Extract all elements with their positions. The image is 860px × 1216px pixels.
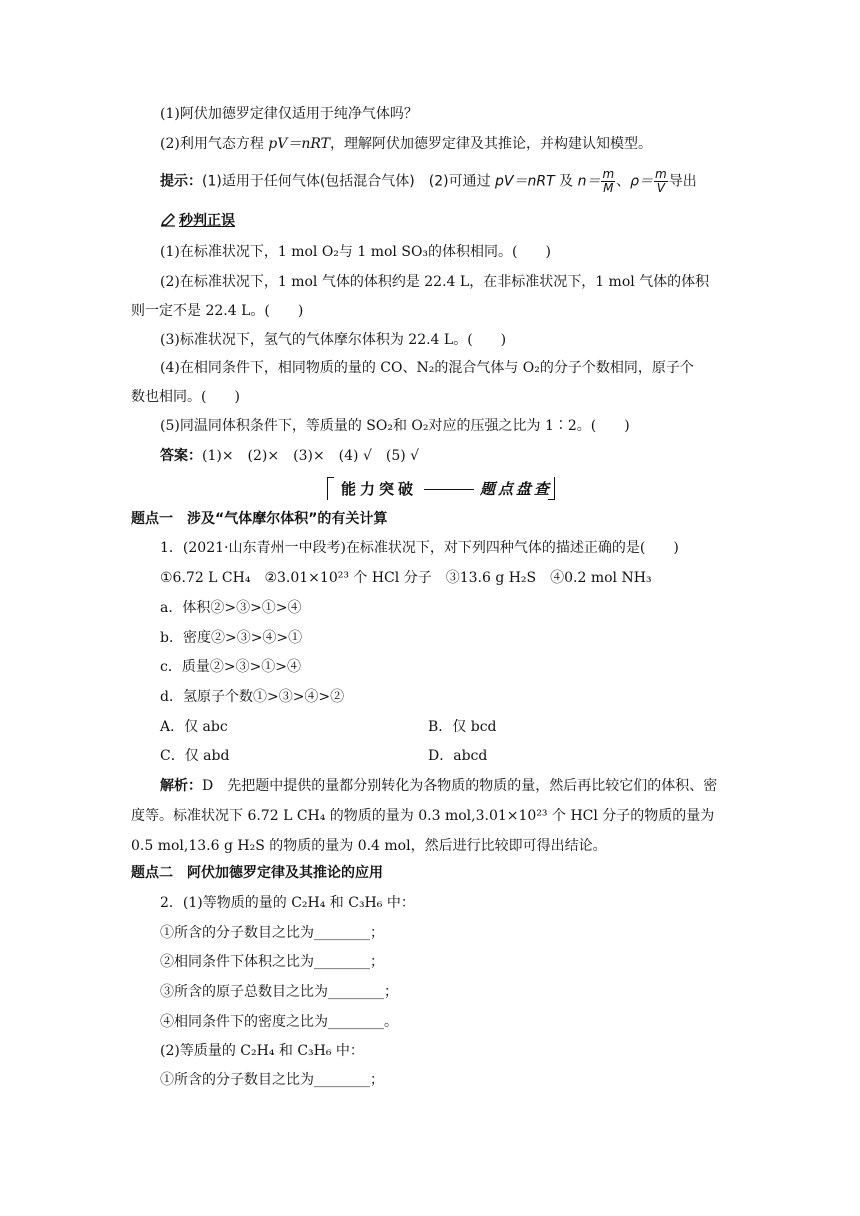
blank-3: ③所含的原子总数目之比为________； — [160, 984, 398, 1000]
analysis-text: D 先把题中提供的量都分别转化为各物质的物质的量，然后再比较它们的体积、密度等。标准状况下 6.72 L CH₄ 的物质的量为 0.3 mol,3.01×10²³ 个 HCl 分子的物质的量为 0.5 mol,13.6 g H₂S 的物质的量为 0.4 mol，然后进行比较即可得出结论。 — [131, 778, 718, 854]
question-2 — [160, 133, 652, 155]
ideal-gas-formula: pV＝nRT — [268, 136, 331, 152]
analysis-label: 解析： — [160, 778, 202, 794]
blank-2: ②相同条件下体积之比为________； — [160, 954, 384, 970]
question-2-part-1: 2．(1)等物质的量的 C₂H₄ 和 C₃H₆ 中： — [160, 895, 415, 911]
gas-items: ①6.72 L CH₄ ②3.01×10²³ 个 HCl 分子 ③13.6 g H₂S ④0.2 mol NH₃ — [160, 570, 652, 586]
question-source: (2021·山东青州一中段考) — [182, 540, 346, 556]
banner-subtitle: 题点盘查 — [480, 480, 553, 498]
hint-n-eq: n＝ — [577, 173, 601, 190]
answer-label: 答案： — [160, 448, 202, 464]
judge-3: (3)标准状况下，氢气的气体摩尔体积为 22.4 L。( ) — [160, 332, 507, 348]
option-c: C．仅 abd — [160, 748, 230, 764]
hint-line — [160, 168, 697, 195]
option-a: A．仅 abc — [160, 719, 228, 735]
fraction-m-over-M — [601, 168, 615, 195]
hint-separator: 、 — [616, 173, 631, 190]
option-b: B．仅 bcd — [428, 719, 497, 735]
question-2-prefix: (2)利用气态方程 — [160, 136, 269, 152]
hint-text: (1)适用于任何气体(包括混合气体) (2)可通过 — [202, 173, 496, 190]
fraction-numerator: m — [655, 167, 667, 181]
hint-formula: pV＝nRT — [495, 173, 555, 190]
section-heading-text: 秒判正误 — [179, 213, 235, 229]
hint-label: 提示： — [160, 173, 202, 190]
blank-5: ①所含的分子数目之比为________； — [160, 1072, 384, 1088]
hint-tail: 导出 — [668, 173, 697, 190]
judge-2a: (2)在标准状况下，1 mol 气体的体积约是 22.4 L，在非标准状况下，1 mol 气体的体积 — [160, 274, 710, 290]
question-number: 1． — [160, 540, 183, 556]
banner-bracket-right — [548, 477, 555, 500]
statement-a: a．体积②>③>①>④ — [160, 600, 302, 616]
blank-4: ④相同条件下的密度之比为________。 — [160, 1014, 398, 1030]
banner-title: 能力突破 — [341, 480, 418, 498]
judge-5: (5)同温同体积条件下，等质量的 SO₂和 O₂对应的压强之比为 1∶2。( ) — [160, 418, 630, 434]
question-2-suffix: ，理解阿伏加德罗定律及其推论，并构建认知模型。 — [330, 136, 653, 152]
answer-text: (1)× (2)× (3)× (4) √ (5) √ — [202, 448, 420, 464]
fraction-numerator: m — [602, 167, 615, 181]
answer-line — [160, 445, 419, 467]
pencil-icon — [160, 213, 176, 227]
section-heading — [160, 210, 235, 232]
question-1-stem — [160, 537, 679, 559]
statement-c: c．质量②>③>①>④ — [160, 659, 302, 675]
fraction-denominator: V — [656, 181, 665, 195]
hint-and: 及 — [554, 173, 578, 190]
fraction-m-over-V — [654, 168, 668, 195]
section-banner — [327, 477, 555, 501]
banner-bracket-left — [327, 477, 334, 500]
option-d: D．abcd — [428, 748, 488, 764]
question-1: (1)阿伏加德罗定律仅适用于纯净气体吗？ — [160, 106, 418, 122]
topic-1-title: 题点一 涉及“气体摩尔体积”的有关计算 — [131, 511, 388, 527]
judge-4b: 数也相同。( ) — [131, 389, 240, 405]
statement-d: d．氢原子个数①>③>④>② — [160, 689, 345, 705]
question-text: 在标准状况下，对下列四种气体的描述正确的是( ) — [345, 540, 679, 556]
judge-4a: (4)在相同条件下，相同物质的量的 CO、N₂的混合气体与 O₂的分子个数相同，原子个 — [160, 360, 694, 376]
analysis-paragraph — [131, 771, 731, 861]
topic-2-title: 题点二 阿伏加德罗定律及其推论的应用 — [131, 865, 383, 881]
hint-rho-eq: ρ＝ — [630, 173, 654, 190]
blank-1: ①所含的分子数目之比为________； — [160, 925, 384, 941]
question-2-part-2: (2)等质量的 C₂H₄ 和 C₃H₆ 中： — [160, 1043, 364, 1059]
judge-2b: 则一定不是 22.4 L。( ) — [131, 303, 304, 319]
banner-dash — [424, 489, 474, 490]
statement-b: b．密度②>③>④>① — [160, 630, 303, 646]
fraction-denominator: M — [603, 181, 614, 195]
judge-1: (1)在标准状况下，1 mol O₂与 1 mol SO₃的体积相同。( ) — [160, 244, 551, 260]
